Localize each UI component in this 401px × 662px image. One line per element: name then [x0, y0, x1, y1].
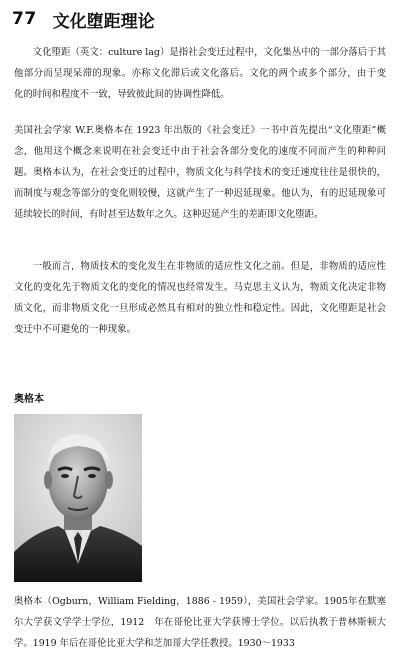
section-number: 77	[12, 9, 37, 29]
biography-heading: 奥格本	[14, 394, 44, 405]
paragraph-definition: 文化堕距（英文：culture lag）是指社会变迁过程中，文化集丛中的一部分落后于其他部分而呈现呆滞的现象。亦称文化滞后或文化落后。文化的两个或多个部分，由于变 化的时间和程度不一致，导致彼此间的协调性降低。	[14, 47, 396, 100]
paragraph-biography: 奥格本（Ogburn，William Fielding，1886 - 1959），美国社会学家。1905年在默塞尔大学获文学学士学位，1912 年在哥伦比亚大学获博士学位。以后执教于普林斯顿大学。1919 年后在哥伦比亚大学和芝加哥大学任教授。1930～1933	[14, 596, 386, 649]
section-title: 文化堕距理论	[52, 11, 155, 32]
section-header	[12, 6, 155, 32]
ogburn-portrait-photo	[14, 414, 142, 582]
paragraph-ogburn-concept: 美国社会学家 W.F.奥格本在 1923 年出版的《社会变迁》一书中首先提出“文化堕距”概念，他用这个概念来说明在社会变迁中由于社会各部分变化的速度不同而产生的种种问题。奥格本认为，在社会变迁的过程中，物质文化与科学技术的变迁速度往往是很快的，而制度与观念等部分的变化则较慢，这就产生了一种迟延现象。他认为，有的迟延现象可延续较长的时间，有时甚至达数年之久。这种迟延产生的差距即文化堕距。	[14, 125, 386, 220]
paragraph-general-discussion: 一般而言，物质技术的变化发生在非物质的适应性文化之前。但是，非物质的适应性 文化的变化先于物质文化的变化的情况也经常发生。马克思主义认为，物质文化决定非物质文化，而非物质文化一旦形成必然具有相对的独立性和稳定性。因此，文化堕距是社会 变迁中不可避免的一种现象。	[14, 261, 396, 335]
portrait-image	[14, 414, 142, 582]
